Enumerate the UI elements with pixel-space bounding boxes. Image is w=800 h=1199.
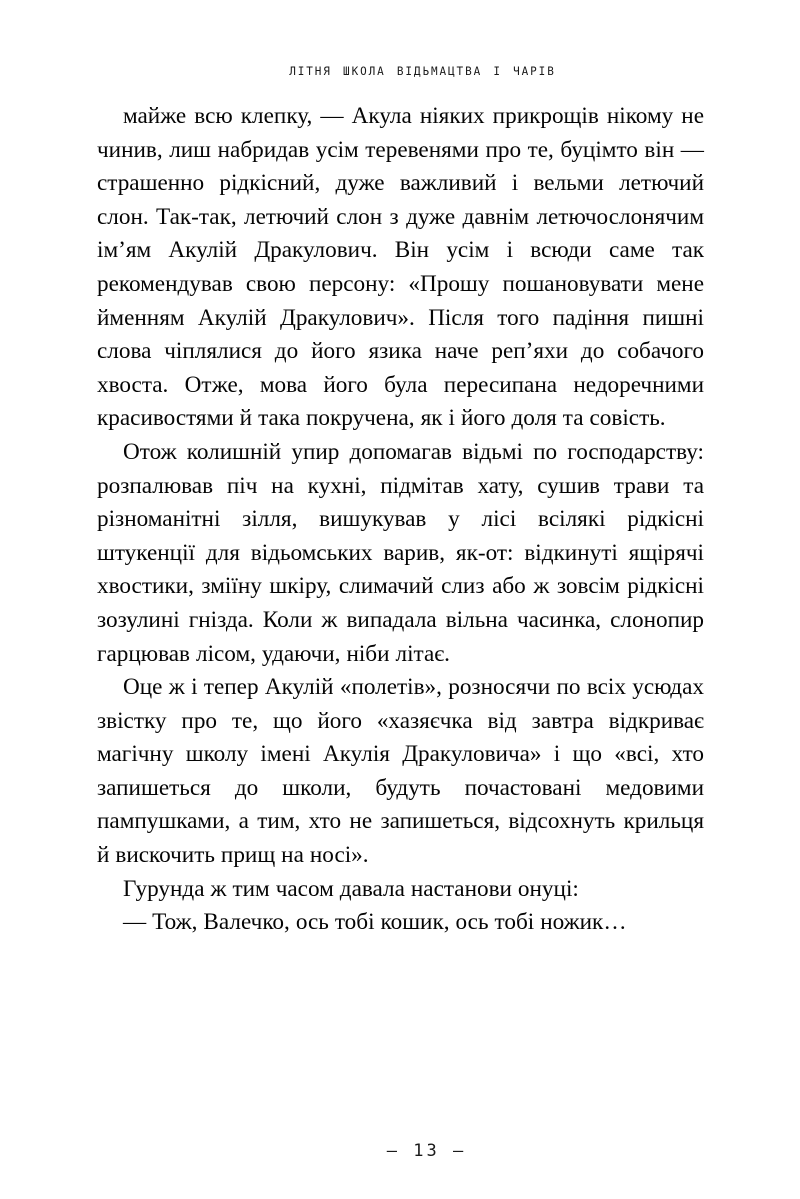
paragraph: Гурунда ж тим часом давала настанови онуці: (123, 875, 579, 902)
page-number-label: — 13 — (386, 1141, 467, 1161)
page-number (0, 1118, 800, 1184)
running-head-title: літня школа відьмацтва і чарів (289, 60, 556, 80)
paragraph: Оце ж і тепер Акулій «полетів», розносячи по всіх усюдах звістку про те, що його «хазяєчка від завтра відкриває магічну школу імені Акулія Дракуловича» і що «всі, хто запишеться до школи, будуть почастовані медовими пампушками, а тим, хто не запишеться, відсохнуть крильця й вискочить прищ на носі». (97, 674, 704, 869)
paragraph: Отож колишній упир допомагав відьмі по господарству: розпалював піч на кухні, підмітав хату, сушив трави та різноманітні зілля, вишукував у лісі всілякі рідкісні штукенції для відьомських варив, як-от: відкинуті ящірячі хвостики, зміїну шкіру, слимачий слиз або ж зовсім рідкісні зозулині гнізда. Коли ж випадала вільна часинка, слонопир гарцював лісом, удаючи, ніби літає. (97, 438, 704, 667)
paragraph-dialogue: — Тож, Валечко, ось тобі кошик, ось тобі ножик… (123, 909, 627, 936)
paragraph: майже всю клепку, — Акула ніяких прикрощів нікому не чинив, лиш набридав усім теревенями про те, буцімто він — страшенно рідкісний, дуже важливий і вельми летючий слон. Так-так, летючий слон з дуже давнім летючослонячим ім’ям Акулій Дракулович. Він усім і всюди саме так рекомендував свою персону: «Прошу пошановувати мене йменням Акулій Дракулович». Після того падіння пишні слова чіплялися до його язика наче реп’яхи до собачого хвоста. Отже, мова його була пересипана недоречними красивостями й така покручена, як і його доля та совість. (97, 103, 704, 432)
running-head (0, 38, 800, 102)
body-text-block (97, 100, 704, 940)
